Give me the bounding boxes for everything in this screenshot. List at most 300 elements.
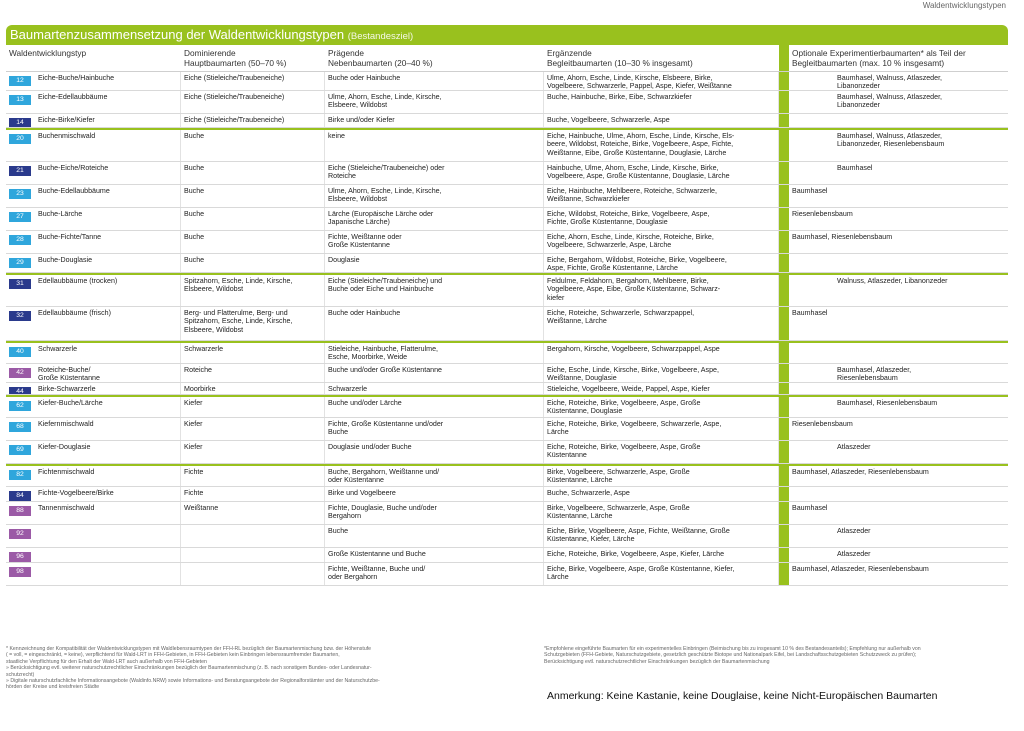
cell-line: Buche-Fichte/Tanne — [38, 233, 102, 241]
cell-line: Eiche, Roteiche, Birke, Vogelbeere, Aspe, Große — [547, 399, 701, 407]
cell-secondary — [325, 185, 544, 207]
type-number-badge: 44 — [9, 387, 31, 394]
cell-type — [6, 114, 181, 127]
cell-dominant — [181, 397, 325, 417]
footnote-line: *Empfohlene eingeführte Baumarten für ein experimentelles Einbringen (Beimischung bis zu insgesamt 10 % des Bestandesanteils); Empfehlung nur außerhalb von — [544, 646, 921, 652]
cell-line: Große Küstentanne — [38, 374, 100, 382]
type-name — [38, 74, 177, 90]
cell-line: Walnuss, Atlaszeder, Libanonzeder — [837, 277, 948, 285]
cell-optional — [789, 130, 1008, 161]
cell-line: Buche, Schwarzerle, Aspe — [547, 489, 630, 497]
type-number-badge: 69 — [9, 445, 31, 455]
cell-companion — [544, 114, 779, 127]
green-separator — [779, 208, 789, 230]
title-main: Baumartenzusammensetzung der Waldentwicklungstypen — [10, 27, 345, 42]
cell-line: Roteiche-Buche/ — [38, 366, 91, 374]
cell-dominant — [181, 254, 325, 272]
cell-line: Roteiche — [328, 172, 356, 181]
type-name — [38, 366, 177, 382]
cell-line: Esche, Moorbirke, Weide — [328, 353, 408, 362]
cell-line: Berg- und Flatterulme, Berg- und — [184, 309, 288, 317]
cell-dominant — [181, 418, 325, 440]
cell-line: Elsbeere, Wildobst — [328, 195, 388, 204]
cell-line: Buche-Eiche/Roteiche — [38, 164, 109, 172]
cell-dominant — [181, 130, 325, 161]
cell-line: Eiche (Stieleiche/Traubeneiche) — [184, 93, 285, 101]
cell-line: Buche — [184, 132, 205, 140]
cell-companion — [544, 487, 779, 501]
table-row — [6, 418, 1008, 441]
cell-line: Spitzahorn, Esche, Linde, Kirsche, — [184, 277, 293, 285]
cell-line: Riesenlebensbaum — [837, 374, 898, 382]
type-name — [38, 256, 177, 272]
cell-line: Kiefer — [184, 443, 203, 451]
type-name — [38, 210, 177, 230]
cell-optional — [789, 418, 1008, 440]
type-number-badge: 13 — [9, 95, 31, 105]
type-number-badge: 92 — [9, 529, 31, 539]
footnote-line: Berücksichtigung evtl. naturschutzrechtlicher Einschränkungen bezüglich der Baumartenmischung — [544, 658, 770, 665]
cell-line: Ulme, Ahorn, Esche, Linde, Kirsche, Elsbeere, Birke, — [547, 74, 713, 82]
cell-line: Eiche, Roteiche, Birke, Vogelbeere, Aspe, Große — [547, 443, 701, 451]
cell-dominant — [181, 466, 325, 486]
cell-secondary — [325, 307, 544, 340]
cell-line: Eiche, Wildobst, Roteiche, Birke, Vogelbeere, Aspe, — [547, 210, 710, 218]
cell-secondary — [325, 364, 544, 382]
cell-secondary — [325, 418, 544, 440]
cell-type — [6, 548, 181, 562]
cell-companion — [544, 208, 779, 230]
green-separator — [779, 418, 789, 440]
cell-line: Moorbirke — [184, 385, 216, 393]
cell-line: Vogelbeere, Schwarzerle, Pappel, Aspe, Kiefer, Weißtanne — [547, 82, 732, 90]
species-table — [6, 72, 1008, 586]
cell-dominant — [181, 307, 325, 340]
green-separator — [779, 383, 789, 394]
cell-secondary — [325, 162, 544, 184]
cell-line: Weißtanne, Eibe, Große Küstentanne, Douglasie, Lärche — [547, 148, 727, 157]
cell-companion — [544, 307, 779, 340]
cell-optional — [789, 162, 1008, 184]
type-name — [38, 345, 177, 363]
footnote-line: » Berücksichtigung evtl. weiterer naturschutzrechtlicher Einschränkungen bezüglich der Baumartenmischung (z. B. nach sonstigem Bundes- oder Landesnatur- — [6, 665, 372, 672]
green-separator — [779, 307, 789, 340]
cell-companion — [544, 162, 779, 184]
cell-line: Buche — [184, 233, 205, 241]
cell-line: Große Küstentanne — [328, 241, 390, 250]
cell-line: Weißtanne, Douglasie — [547, 374, 617, 382]
footnote-line: * Kennzeichnung der Kompatibilität der Waldentwicklungstypen mit Waldlebensraumtypen der FFH-RL bezüglich der Baumartenmischung bzw. der Höhenstufe — [6, 646, 372, 652]
cell-line: Ulme, Ahorn, Esche, Linde, Kirsche, — [328, 93, 442, 101]
table-row — [6, 208, 1008, 231]
cell-type — [6, 525, 181, 547]
cell-secondary — [325, 114, 544, 127]
cell-line: Weißtanne — [184, 504, 219, 512]
cell-companion — [544, 185, 779, 207]
cell-type — [6, 397, 181, 417]
green-separator — [779, 466, 789, 486]
type-name — [38, 187, 177, 207]
cell-line: Atlaszeder — [837, 550, 871, 558]
header-link[interactable]: Waldentwicklungstypen — [922, 1, 1006, 10]
type-number-badge: 20 — [9, 134, 31, 144]
cell-line: Große Küstentanne und Buche — [328, 550, 426, 558]
type-number-badge: 29 — [9, 258, 31, 268]
cell-line: Baumhasel, Atlaszeder, Riesenlebensbaum — [792, 468, 929, 476]
cell-companion — [544, 72, 779, 90]
type-number-badge: 42 — [9, 368, 31, 378]
cell-dominant — [181, 91, 325, 113]
cell-line: Eiche (Stieleiche/Traubeneiche) — [184, 74, 285, 82]
cell-line: Buche — [184, 210, 205, 218]
cell-line: Eiche (Stieleiche/Traubeneiche) oder — [328, 164, 445, 172]
cell-companion — [544, 441, 779, 463]
type-name — [38, 309, 177, 340]
cell-line: Küstentanne, Douglasie — [547, 407, 623, 416]
cell-companion — [544, 364, 779, 382]
cell-line: Buchenmischwald — [38, 132, 96, 140]
type-name — [38, 565, 177, 585]
cell-line: Kiefernmischwald — [38, 420, 94, 428]
cell-line: Feldulme, Feldahorn, Bergahorn, Mehlbeere, Birke, — [547, 277, 709, 285]
cell-secondary — [325, 343, 544, 363]
table-row — [6, 441, 1008, 464]
cell-line: Eiche, Ahorn, Esche, Linde, Kirsche, Roteiche, Birke, — [547, 233, 714, 241]
cell-line: Küstentanne — [547, 451, 587, 460]
type-number-badge: 82 — [9, 470, 31, 480]
cell-optional — [789, 502, 1008, 524]
cell-optional — [789, 307, 1008, 340]
cell-type — [6, 563, 181, 585]
cell-line: Stieleiche, Hainbuche, Flatterulme, — [328, 345, 439, 353]
green-separator — [779, 343, 789, 363]
cell-line: Birke und/oder Kiefer — [328, 116, 395, 124]
cell-line: Buche — [184, 187, 205, 195]
cell-optional — [789, 441, 1008, 463]
cell-line: Kiefer-Buche/Lärche — [38, 399, 103, 407]
cell-dominant — [181, 383, 325, 394]
cell-companion — [544, 525, 779, 547]
cell-optional — [789, 185, 1008, 207]
green-separator — [779, 162, 789, 184]
cell-secondary — [325, 254, 544, 272]
green-separator — [779, 72, 789, 90]
cell-line: Schwarzerle — [184, 345, 224, 353]
cell-line: Bergahorn — [328, 512, 362, 521]
cell-line: Kiefer — [184, 399, 203, 407]
cell-line: Buche-Douglasie — [38, 256, 93, 264]
cell-optional — [789, 525, 1008, 547]
type-number-badge: 14 — [9, 118, 31, 127]
cell-companion — [544, 563, 779, 585]
cell-line: Küstentanne, Lärche — [547, 476, 613, 485]
cell-line: Baumhasel, Walnuss, Atlaszeder, — [837, 93, 943, 101]
cell-line: Buche — [328, 527, 349, 535]
cell-secondary — [325, 397, 544, 417]
cell-companion — [544, 397, 779, 417]
cell-dominant — [181, 275, 325, 306]
cell-optional — [789, 114, 1008, 127]
cell-line: Eiche, Birke, Vogelbeere, Aspe, Fichte, Weißtanne, Große — [547, 527, 730, 535]
type-name — [38, 550, 177, 562]
cell-optional — [789, 254, 1008, 272]
cell-companion — [544, 343, 779, 363]
type-name — [38, 527, 177, 547]
cell-optional — [789, 364, 1008, 382]
cell-line: Eiche, Hainbuche, Ulme, Ahorn, Esche, Linde, Kirsche, Els- — [547, 132, 735, 140]
cell-dominant — [181, 162, 325, 184]
cell-line: Küstentanne, Lärche — [547, 512, 613, 521]
cell-dominant — [181, 208, 325, 230]
cell-line: Ulme, Ahorn, Esche, Linde, Kirsche, — [328, 187, 442, 195]
green-separator — [779, 441, 789, 463]
table-row — [6, 72, 1008, 91]
cell-line: Baumhasel, Walnuss, Atlaszeder, — [837, 74, 943, 82]
col-separator — [779, 45, 789, 71]
cell-line: Kiefer — [184, 420, 203, 428]
cell-companion — [544, 466, 779, 486]
cell-secondary — [325, 548, 544, 562]
cell-optional — [789, 231, 1008, 253]
cell-line: Roteiche — [184, 366, 212, 374]
type-number-badge: 40 — [9, 347, 31, 357]
table-row — [6, 341, 1008, 364]
cell-line: Vogelbeere, Aspe, Eibe, Große Küstentanne, Schwarz- — [547, 285, 721, 294]
cell-line: Eiche, Birke, Vogelbeere, Aspe, Große Küstentanne, Kiefer, — [547, 565, 735, 573]
cell-secondary — [325, 231, 544, 253]
cell-type — [6, 307, 181, 340]
type-name — [38, 420, 177, 440]
cell-line: beere, Wildobst, Roteiche, Birke, Vogelbeere, Aspe, Fichte, — [547, 140, 734, 149]
cell-secondary — [325, 502, 544, 524]
cell-line: Buche-Lärche — [38, 210, 83, 218]
cell-line: Atlaszeder — [837, 527, 871, 535]
cell-line: Eiche, Bergahorn, Wildobst, Roteiche, Birke, Vogelbeere, — [547, 256, 727, 264]
cell-line: Baumhasel, Riesenlebensbaum — [837, 399, 938, 407]
col-optionale: Optionale Experimentierbaumarten* als Teil der Begleitbaumarten (max. 10 % insgesamt) — [792, 48, 966, 68]
type-name — [38, 468, 177, 486]
cell-line: Buche-Edellaubbäume — [38, 187, 110, 195]
cell-line: Lärche (Europäische Lärche oder — [328, 210, 434, 218]
cell-type — [6, 383, 181, 394]
footnote-line: schutzrecht) — [6, 671, 35, 678]
cell-line: Fichte — [184, 489, 204, 497]
cell-dominant — [181, 72, 325, 90]
cell-type — [6, 441, 181, 463]
table-row — [6, 563, 1008, 586]
type-number-badge: 88 — [9, 506, 31, 516]
cell-line: oder Bergahorn — [328, 573, 378, 582]
type-name — [38, 132, 177, 161]
green-separator — [779, 91, 789, 113]
cell-line: Eiche (Stieleiche/Traubeneiche) und — [328, 277, 443, 285]
cell-dominant — [181, 563, 325, 585]
type-name — [38, 164, 177, 184]
cell-dominant — [181, 502, 325, 524]
cell-optional — [789, 548, 1008, 562]
table-title — [6, 25, 1008, 45]
table-row — [6, 464, 1008, 487]
cell-dominant — [181, 231, 325, 253]
type-number-badge: 21 — [9, 166, 31, 176]
green-separator — [779, 525, 789, 547]
cell-line: Baumhasel — [792, 187, 828, 195]
cell-line: Birke-Schwarzerle — [38, 385, 96, 393]
table-row — [6, 91, 1008, 114]
cell-line: Baumhasel — [792, 504, 828, 512]
cell-companion — [544, 254, 779, 272]
cell-line: Birke, Vogelbeere, Schwarzerle, Aspe, Große — [547, 504, 690, 512]
table-row — [6, 162, 1008, 185]
table-row — [6, 128, 1008, 162]
cell-companion — [544, 231, 779, 253]
table-row — [6, 114, 1008, 128]
type-number-badge: 28 — [9, 235, 31, 245]
cell-line: Buche — [328, 428, 349, 437]
cell-type — [6, 162, 181, 184]
cell-dominant — [181, 343, 325, 363]
cell-line: Fichte, Große Küstentanne und/oder — [328, 420, 444, 428]
type-number-badge: 68 — [9, 422, 31, 432]
cell-type — [6, 185, 181, 207]
type-name — [38, 116, 177, 127]
cell-line: Kiefer-Douglasie — [38, 443, 91, 451]
cell-line: Eiche, Esche, Linde, Kirsche, Birke, Vogelbeere, Aspe, — [547, 366, 719, 374]
table-row — [6, 307, 1008, 341]
cell-line: Schwarzerle — [328, 385, 368, 393]
cell-type — [6, 231, 181, 253]
cell-type — [6, 487, 181, 501]
cell-secondary — [325, 91, 544, 113]
type-number-badge: 84 — [9, 491, 31, 501]
cell-type — [6, 466, 181, 486]
cell-secondary — [325, 208, 544, 230]
green-separator — [779, 364, 789, 382]
green-separator — [779, 563, 789, 585]
footnote-line: Schutzgebieten (FFH-Gebiete, Naturschutzgebiete, gesetzlich geschützte Biotope und Nationalpark Eifel, bei Landschaftsschutzgebieten Schutzzweck zu prüfen); — [544, 652, 917, 659]
cell-line: Buche — [184, 256, 205, 264]
cell-companion — [544, 130, 779, 161]
cell-line: Elsbeere, Wildobst — [184, 285, 244, 294]
table-row — [6, 548, 1008, 563]
cell-secondary — [325, 563, 544, 585]
cell-line: Fichtenmischwald — [38, 468, 95, 476]
cell-line: Eiche-Buche/Hainbuche — [38, 74, 115, 82]
cell-line: Schwarzerle — [38, 345, 78, 353]
table-row — [6, 273, 1008, 307]
cell-line: Edellaubbäume (frisch) — [38, 309, 111, 317]
table-row — [6, 231, 1008, 254]
cell-line: Spitzahorn, Esche, Linde, Kirsche, — [184, 317, 293, 326]
green-separator — [779, 487, 789, 501]
cell-secondary — [325, 441, 544, 463]
cell-line: Eiche, Roteiche, Birke, Vogelbeere, Aspe, Kiefer, Lärche — [547, 550, 725, 558]
type-number-badge: 32 — [9, 311, 31, 321]
cell-line: Edellaubbäume (trocken) — [38, 277, 118, 285]
table-row — [6, 383, 1008, 395]
table-row — [6, 395, 1008, 418]
type-number-badge: 27 — [9, 212, 31, 222]
footnotes-left — [6, 646, 471, 691]
cell-line: Baumhasel, Atlaszeder, Riesenlebensbaum — [792, 565, 929, 573]
cell-line: Baumhasel — [792, 309, 828, 317]
type-number-badge: 12 — [9, 76, 31, 86]
cell-line: Birke, Vogelbeere, Schwarzerle, Aspe, Große — [547, 468, 690, 476]
type-number-badge: 98 — [9, 567, 31, 577]
cell-companion — [544, 91, 779, 113]
cell-secondary — [325, 487, 544, 501]
cell-companion — [544, 383, 779, 394]
cell-line: Weißtanne, Lärche — [547, 317, 607, 326]
cell-dominant — [181, 525, 325, 547]
cell-line: Küstentanne, Kiefer, Lärche — [547, 535, 635, 544]
cell-optional — [789, 275, 1008, 306]
type-name — [38, 504, 177, 524]
cell-optional — [789, 208, 1008, 230]
cell-line: Fichte-Vogelbeere/Birke — [38, 489, 114, 497]
footnote-line: hörden der Kreise und kreisfreien Städte — [6, 684, 100, 691]
cell-dominant — [181, 364, 325, 382]
cell-line: Riesenlebensbaum — [792, 420, 853, 428]
type-name — [38, 277, 177, 306]
cell-optional — [789, 563, 1008, 585]
cell-companion — [544, 502, 779, 524]
cell-line: oder Küstentanne — [328, 476, 385, 485]
cell-type — [6, 418, 181, 440]
cell-secondary — [325, 525, 544, 547]
table-row — [6, 185, 1008, 208]
cell-secondary — [325, 275, 544, 306]
cell-line: Bergahorn, Kirsche, Vogelbeere, Schwarzpappel, Aspe — [547, 345, 720, 353]
cell-line: Eiche, Hainbuche, Mehlbeere, Roteiche, Schwarzerle, — [547, 187, 717, 195]
col-ergaenzende: Ergänzende Begleitbaumarten (10–30 % insgesamt) — [547, 48, 693, 68]
cell-dominant — [181, 441, 325, 463]
table-row — [6, 487, 1008, 502]
cell-type — [6, 72, 181, 90]
column-headers — [6, 45, 1008, 72]
green-separator — [779, 114, 789, 127]
cell-line: kiefer — [547, 293, 565, 302]
cell-line: Atlaszeder — [837, 443, 871, 451]
green-separator — [779, 502, 789, 524]
type-name — [38, 233, 177, 253]
cell-line: Douglasie — [328, 256, 360, 264]
type-name — [38, 399, 177, 417]
table-row — [6, 525, 1008, 548]
cell-type — [6, 343, 181, 363]
note: Anmerkung: Keine Kastanie, keine Douglaise, keine Nicht-Europäischen Baumarten — [547, 690, 938, 702]
footnote-line: ( = voll, = eingeschränkt, = keine), verpflichtend für Wald-LRT in FFH-Gebieten, in FFH-Gebieten kein Einbringen lebensraumfremder Baumarten, — [6, 652, 340, 659]
cell-line: Buche oder Eiche und Hainbuche — [328, 285, 434, 294]
type-number-badge: 62 — [9, 401, 31, 411]
cell-line: Buche oder Hainbuche — [328, 309, 401, 317]
cell-line: Tannenmischwald — [38, 504, 95, 512]
cell-line: keine — [328, 132, 345, 140]
cell-companion — [544, 418, 779, 440]
green-separator — [779, 231, 789, 253]
cell-line: Stieleiche, Vogelbeere, Weide, Pappel, Aspe, Kiefer — [547, 385, 710, 393]
green-separator — [779, 185, 789, 207]
footnote-line: staatliche Verpflichtung für den Erhalt der Wald-LRT auch außerhalb von FFH-Gebieten — [6, 658, 207, 665]
cell-line: Buche oder Hainbuche — [328, 74, 401, 82]
cell-optional — [789, 91, 1008, 113]
cell-type — [6, 502, 181, 524]
cell-line: Eiche, Roteiche, Birke, Vogelbeere, Schwarzerle, Aspe, — [547, 420, 722, 428]
col-waldentwicklungstyp: Waldentwicklungstyp — [9, 48, 87, 58]
cell-dominant — [181, 487, 325, 501]
cell-optional — [789, 72, 1008, 90]
type-number-badge: 23 — [9, 189, 31, 199]
